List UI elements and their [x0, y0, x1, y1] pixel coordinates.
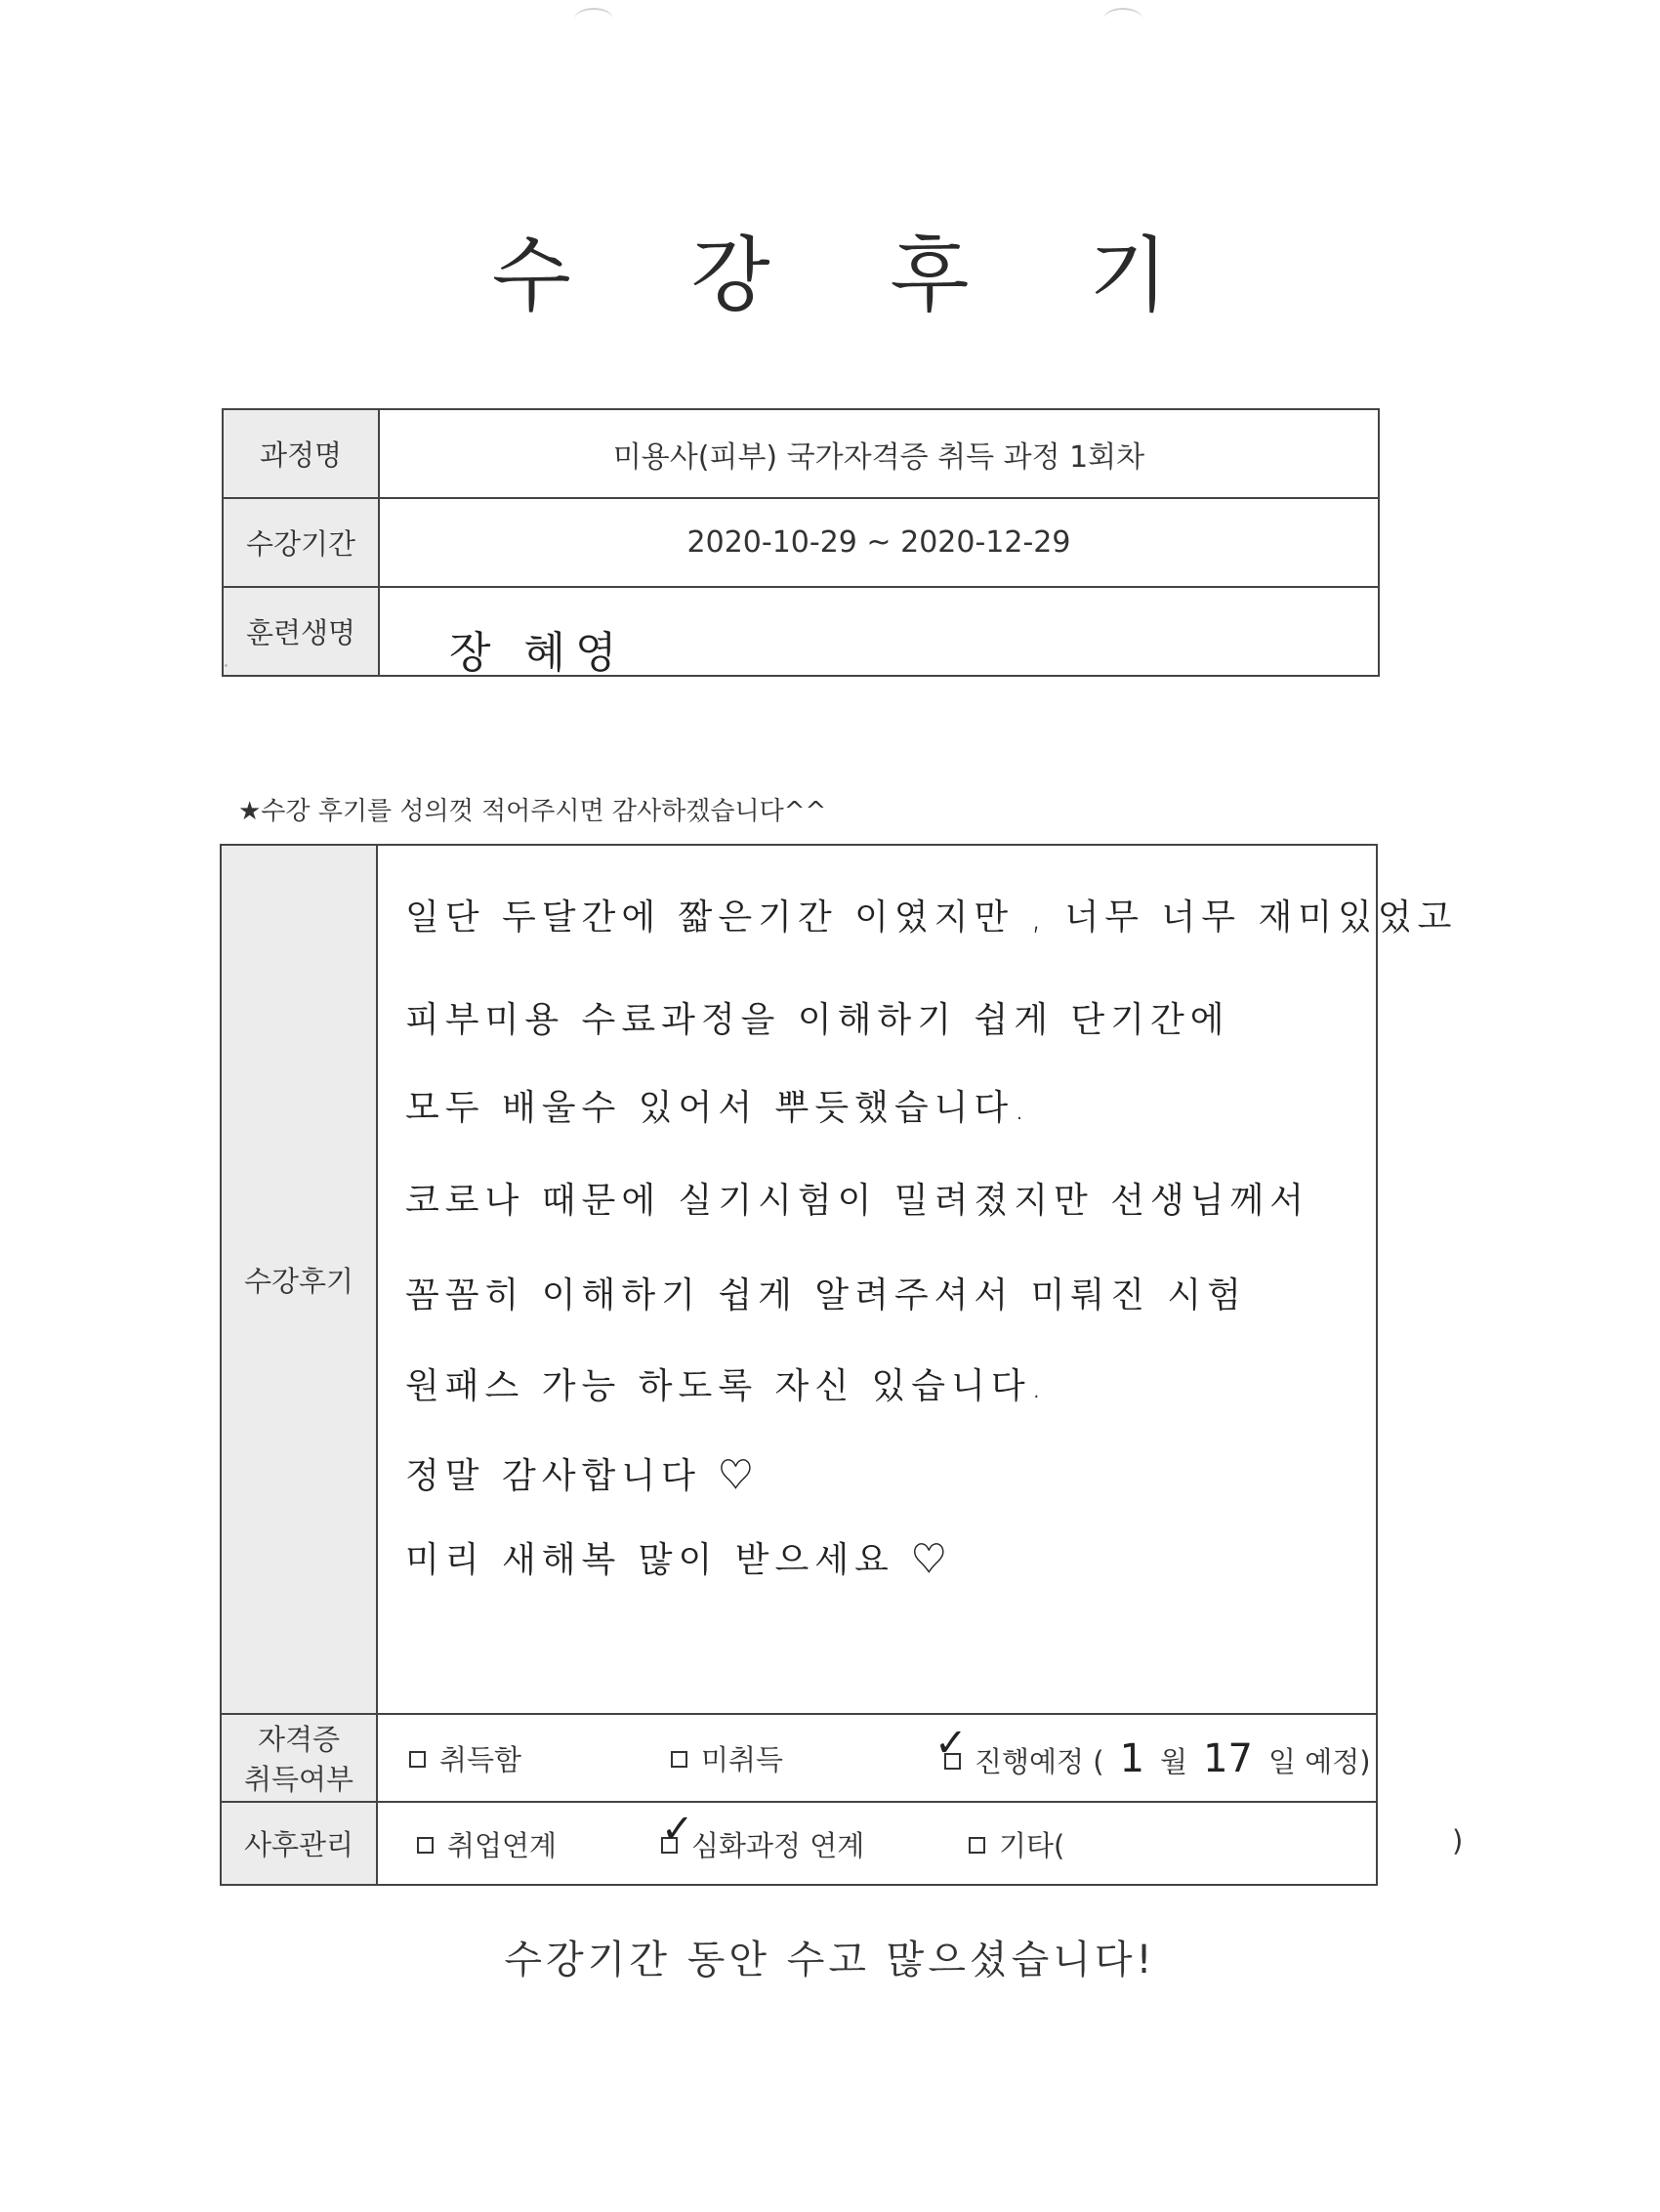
- page-title: 수 강 후 기: [491, 228, 1216, 323]
- aftercare-label: 사후관리: [221, 1802, 377, 1885]
- checkbox-empty-icon[interactable]: [671, 1751, 687, 1768]
- course-label: 과정명: [223, 409, 379, 498]
- review-label: 수강후기: [221, 845, 377, 1714]
- review-line: 정말 감사합니다 ♡: [405, 1456, 760, 1496]
- review-line: 꼼꼼히 이해하기 쉽게 알려주셔서 미뤄진 시험: [405, 1275, 1247, 1315]
- certificate-options: [377, 1714, 1377, 1802]
- review-line: 피부미용 수료과정을 이해하기 쉽게 단기간에: [405, 1000, 1230, 1040]
- option-not-acquired[interactable]: 미취득: [671, 1738, 783, 1778]
- review-line: 코로나 때문에 실기시험이 밀려졌지만 선생님께서: [405, 1181, 1310, 1221]
- scan-speck: [225, 664, 228, 667]
- option-other[interactable]: 기타(: [969, 1824, 1064, 1864]
- option-acquired[interactable]: 취득함: [409, 1738, 521, 1778]
- checkbox-empty-icon[interactable]: [969, 1837, 985, 1854]
- certificate-label: [221, 1714, 377, 1802]
- review-line: 일단 두달간에 짧은기간 이였지만 , 너무 너무 재미있었고: [405, 897, 1458, 938]
- certificate-label-line2: 취득여부: [243, 1763, 354, 1796]
- exam-month: 1: [1119, 1736, 1145, 1781]
- option-in-progress[interactable]: 진행예정 ( 1 월 17 일 예정): [944, 1736, 1371, 1781]
- trainee-row: [223, 587, 1379, 676]
- period-label: 수강기간: [223, 498, 379, 587]
- closing-message: 수강기간 동안 수고 많으셨습니다!: [504, 1938, 1156, 1982]
- course-value: 미용사(피부) 국가자격증 취득 과정 1회차: [379, 409, 1379, 498]
- course-row: [223, 409, 1379, 498]
- aftercare-options: [377, 1802, 1464, 1885]
- checkbox-empty-icon[interactable]: [409, 1751, 426, 1768]
- option-other-close: ): [1452, 1824, 1464, 1857]
- certificate-label-line1: 자격증: [257, 1723, 341, 1756]
- course-info-table: [222, 408, 1380, 677]
- review-line: 미리 새해복 많이 받으세요 ♡: [405, 1540, 953, 1580]
- handwritten-check-icon: ✓: [661, 1807, 694, 1852]
- review-table: [220, 844, 1464, 1886]
- punch-hole-right: [1103, 8, 1142, 31]
- trainee-signature: 장 혜영: [449, 628, 627, 678]
- review-line: 원패스 가능 하도록 자신 있습니다.: [405, 1366, 1049, 1406]
- option-job-link[interactable]: 취업연계: [417, 1824, 557, 1864]
- instruction-note: ★수강 후기를 성의껏 적어주시면 감사하겠습니다^^: [238, 797, 827, 826]
- exam-day: 17: [1203, 1736, 1253, 1781]
- checkbox-empty-icon[interactable]: [417, 1837, 434, 1854]
- punch-hole-left: [574, 8, 613, 31]
- trainee-label: 훈련생명: [223, 587, 379, 676]
- period-value: 2020-10-29 ~ 2020-12-29: [379, 498, 1379, 587]
- review-text-area: [377, 845, 1458, 1714]
- review-line: 모두 배울수 있어서 뿌듯했습니다.: [405, 1088, 1031, 1128]
- option-advanced-course[interactable]: 심화과정 연계: [661, 1824, 864, 1864]
- handwritten-check-icon: ✓: [934, 1721, 968, 1766]
- period-row: [223, 498, 1379, 587]
